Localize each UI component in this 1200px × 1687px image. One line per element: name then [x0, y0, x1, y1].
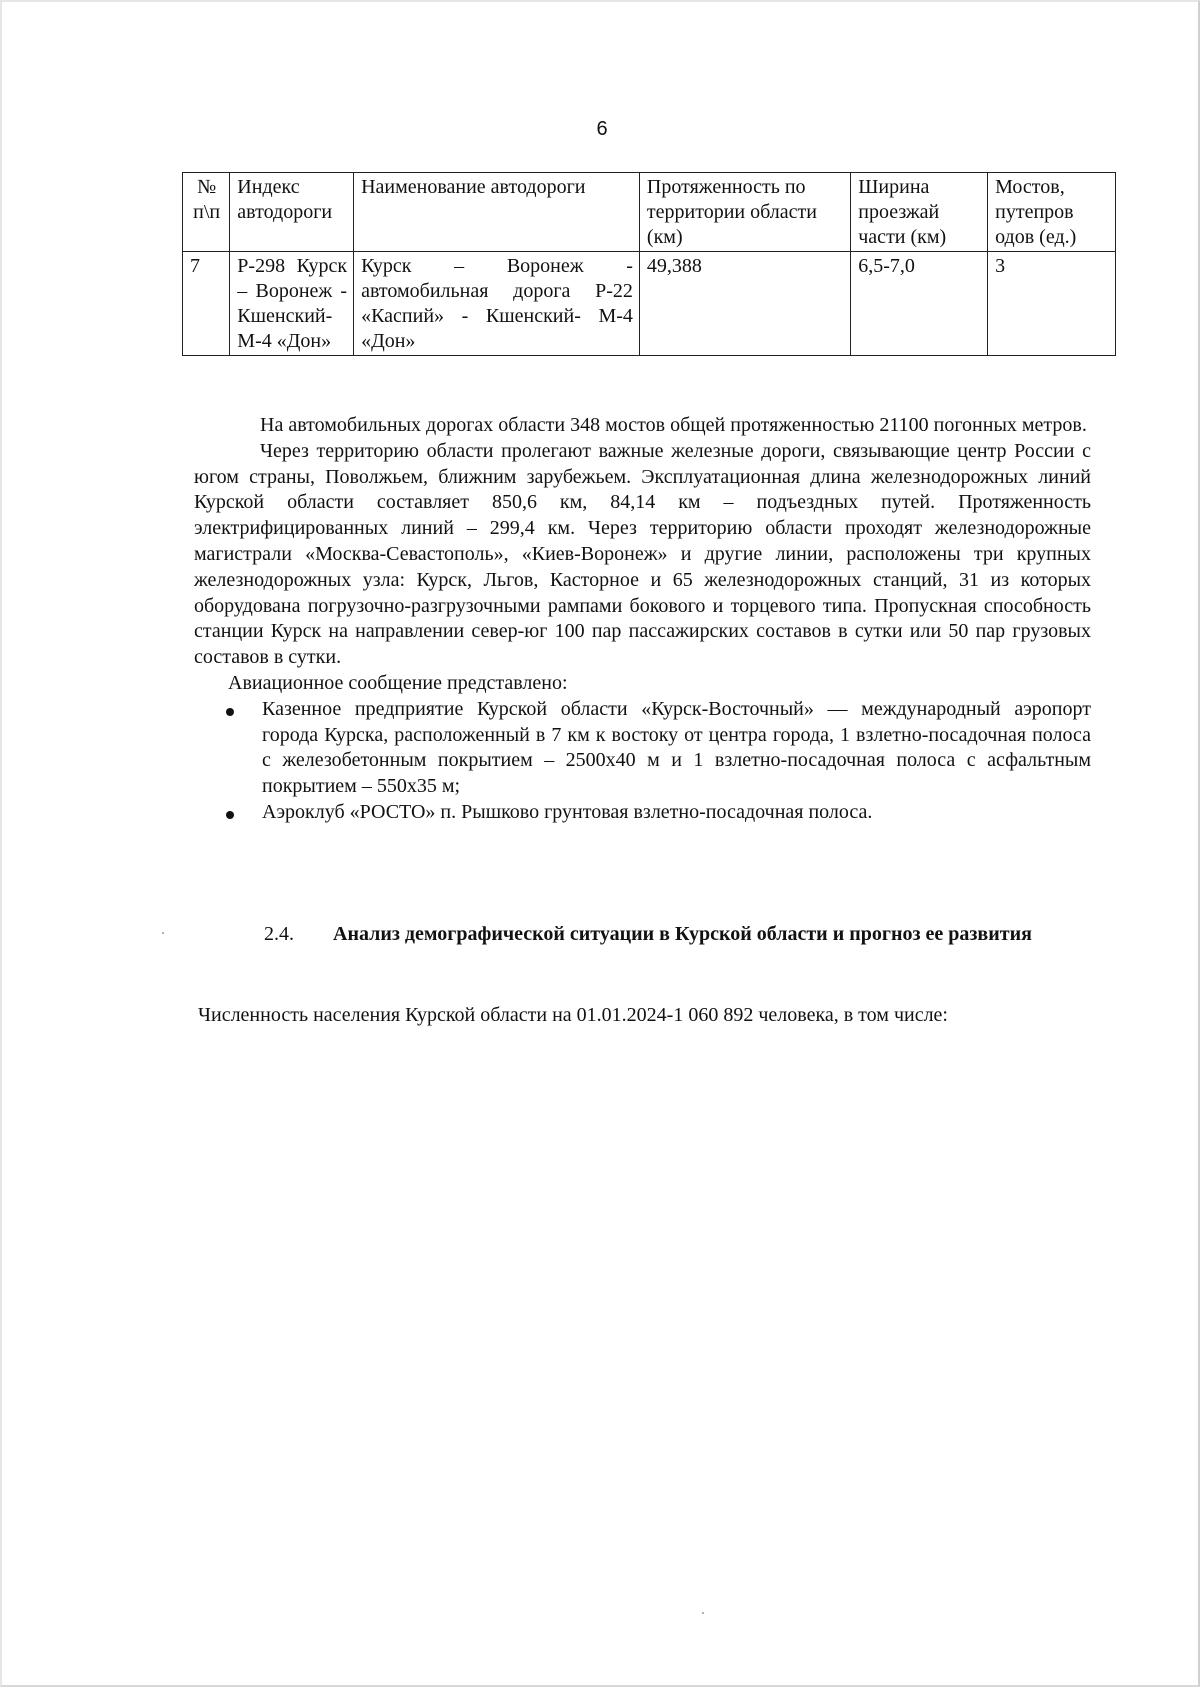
- list-item: [194, 800, 1091, 826]
- body-text: [194, 413, 1091, 826]
- cell-bridges: 3: [988, 252, 1116, 356]
- section-title: Анализ демографической ситуации в Курской области и прогноз ее развития: [333, 923, 1032, 945]
- header-road-name: Наименование автодороги: [354, 173, 640, 252]
- population-line: Численность населения Курской области на 01.01.2024-1 060 892 человека, в том числе:: [198, 1004, 948, 1026]
- table-header-row: [183, 173, 1116, 252]
- section-number: 2.4.: [264, 923, 294, 945]
- page-number: 6: [596, 118, 608, 140]
- aviation-list: [194, 697, 1091, 826]
- section-heading: [264, 922, 1090, 948]
- bullet-icon: [226, 811, 234, 819]
- list-item-text: Аэроклуб «РОСТО» п. Рышково грунтовая взлетно-посадочная полоса.: [262, 800, 873, 823]
- header-length: Протяженность по территории области (км): [639, 173, 850, 252]
- table-row: [183, 252, 1116, 356]
- bullet-icon: [226, 708, 234, 716]
- header-bridges: Мостов, путепров одов (ед.): [988, 173, 1116, 252]
- cell-length: 49,388: [639, 252, 850, 356]
- header-index-num: № п\п: [183, 173, 230, 252]
- scan-speck: [702, 1612, 704, 1614]
- header-width: Ширина проезжай части (км): [851, 173, 988, 252]
- aviation-intro: Авиационное сообщение представлено:: [228, 671, 568, 694]
- cell-road-index: Р-298 Курск – Воронеж - Кшенский- М-4 «Дон»: [230, 252, 354, 356]
- cell-road-name: Курск – Воронеж - автомобильная дорога Р-22 «Каспий» - Кшенский- М-4 «Дон»: [354, 252, 640, 356]
- header-road-index: Индекс автодороги: [230, 173, 354, 252]
- scan-speck: [162, 932, 164, 934]
- cell-num: 7: [183, 252, 230, 356]
- cell-width: 6,5-7,0: [851, 252, 988, 356]
- list-item-text: Казенное предприятие Курской области «Курск-Восточный» — международный аэропорт города Курска, расположенный в 7 км к востоку от центра города, 1 взлетно-посадочная полоса с железобетонным покрытием – 2500х40 м и 1 взлетно-посадочная полоса с асфальтным покрытием – 550х35 м;: [262, 697, 1091, 798]
- paragraph-railways: Через территорию области пролегают важные железные дороги, связывающие центр России с югом страны, Поволжьем, ближним зарубежьем. Эксплуатационная длина железнодорожных линий Курской области составляет 850,6 км, 84,14 км – подъездных путей. Протяженность электрифицированных линий – 299,4 км. Через территорию области проходят железнодорожные магистрали «Москва-Севастополь», «Киев-Воронеж» и другие линии, расположены три крупных железнодорожных узла: Курск, Льгов, Касторное и 65 железнодорожных станций, 31 из которых оборудована погрузочно-разгрузочными рампами бокового и торцевого типа. Пропускная способность станции Курск на направлении север-юг 100 пар пассажирских составов в сутки или 50 пар грузовых составов в сутки.: [194, 439, 1091, 669]
- paragraph-bridges: На автомобильных дорогах области 348 мостов общей протяженностью 21100 погонных метров.: [260, 414, 1087, 436]
- roads-table: [182, 172, 1116, 356]
- list-item: [194, 697, 1091, 800]
